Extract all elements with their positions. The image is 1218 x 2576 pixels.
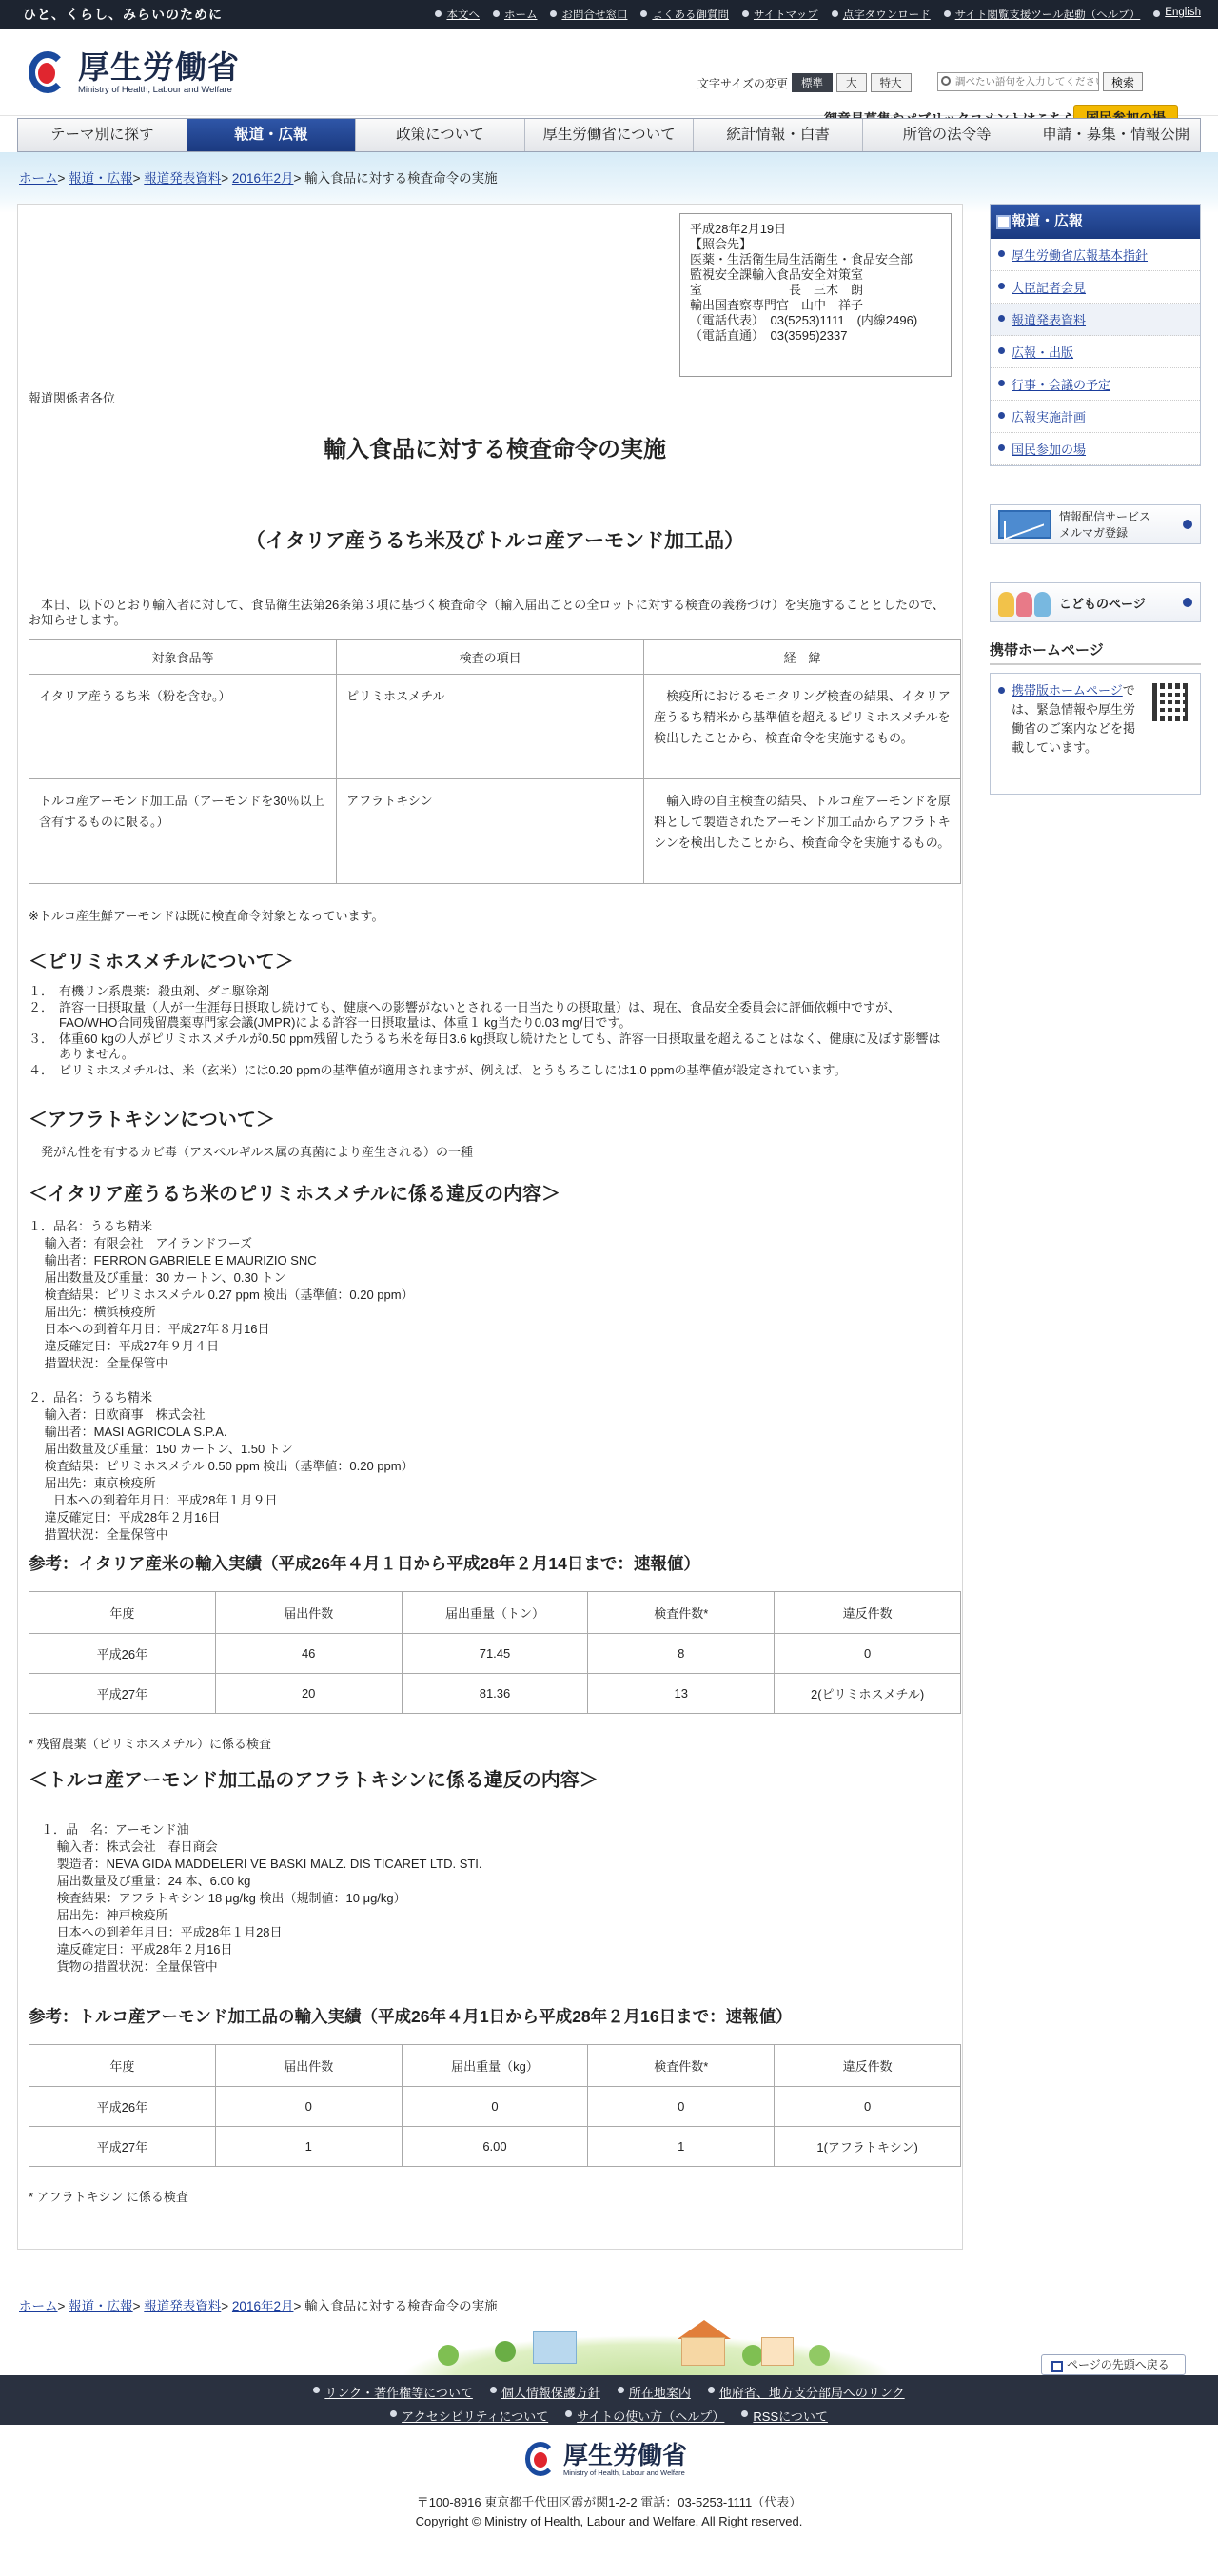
breadcrumb-press[interactable]: 報道・広報 [69,2299,133,2313]
sidebar-item-press-releases[interactable]: 報道発表資料 [991,304,1200,336]
table-cell: 0 [588,2087,775,2127]
copyright: Copyright © Ministry of Health, Labour and Welfare, All Right reserved. [415,2514,803,2528]
sidebar-title: 報道・広報 [991,205,1200,239]
table-header: 届出件数 [215,1592,402,1634]
table-cell: イタリア産うるち米（粉を含む。） [29,675,337,779]
table-cell: 0 [402,2087,588,2127]
rice-imports-table [29,1591,961,1714]
table-cell: 1 [588,2127,775,2167]
search-input[interactable] [937,72,1099,91]
font-size-label: 文字サイズの変更 [697,76,789,90]
table-cell: 1 [215,2127,402,2167]
list-item: ４． ピリミホスメチルは、米（玄米）には0.20 ppmの基準値が適用されますが、例えば、とうもろこしには1.0 ppmの基準値が設定されています。 [29,1062,847,1077]
inspection-order-table [29,639,961,884]
breadcrumb-current: > 輸入食品に対する検査命令の実施 [293,2299,498,2313]
sidebar-item-pr-policy[interactable]: 厚生労働省広報基本指針 [991,239,1200,271]
aflatoxin-description: 発がん性を有するカビ毒（アスペルギルス属の真菌により産生される）の一種 [29,1145,473,1159]
mobile-site-link[interactable]: 携帯版ホームページ [1012,683,1123,698]
table-cell: 0 [215,2087,402,2127]
footer-logo: 厚生労働省 Ministry of Health, Labour and Welfare [523,2440,687,2478]
almond-imports-heading: 参考：トルコ産アーモンド加工品の輸入実績（平成26年４月1日から平成28年２月16日まで：速報値） [29,2007,793,2026]
breadcrumb-bottom: ホーム> 報道・広報> 報道発表資料> 2016年2月> 輸入食品に対する検査命令の実施 [19,2299,498,2313]
skip-to-content-link[interactable]: 本文へ [435,7,480,22]
footer-link-help[interactable]: サイトの使い方（ヘルプ） [565,2407,724,2425]
qr-code-icon [1152,683,1190,721]
nav-laws[interactable]: 所管の法令等 [863,119,1032,151]
search-icon [941,76,951,86]
table-row [29,2127,961,2167]
table-cell: 輸入時の自主検査の結果、トルコ産アーモンドを原料として製造されたアーモンド加工品からアフラトキシンを検出したことから、検査命令を実施するもの。 [644,779,961,884]
list-item: ２． 許容一日摂取量（人が一生涯毎日摂取し続けても、健康への影響がないとされる一日当たりの摂取量）は、現在、食品安全委員会に評価依頼中ですが、FAO/WHO合同残留農薬専門家会議(JMPR)による許容一日摂取量は、体重１ kg当たり0.03 mg/日です。 [29,999,901,1030]
footer-address: 〒100-8916 東京都千代田区霞が関1-2-2 電話：03-5253-1111（代表） Copyright © Ministry of Health, Labour and Welfare, All Right reserved. [0,2493,1218,2531]
table-cell: 13 [588,1674,775,1714]
sidebar-item-press-conference[interactable]: 大臣記者会見 [991,271,1200,304]
logo-english-text: Ministry of Health, Labour and Welfare [78,84,232,95]
breadcrumb-home[interactable]: ホーム [19,171,58,186]
nav-press[interactable]: 報道・広報 [187,119,357,151]
pirimiphos-list [29,984,942,1078]
global-nav [17,118,1201,152]
home-link[interactable]: ホーム [493,7,538,22]
nav-statistics[interactable]: 統計情報・白書 [694,119,863,151]
utility-links [435,7,1201,22]
footer-illustration [0,2316,1218,2375]
table-cell: 平成26年 [29,2087,216,2127]
kids-icon [998,588,1051,617]
footer-link-location[interactable]: 所在地案内 [618,2383,691,2401]
font-size-xlarge-button[interactable]: 特大 [871,73,912,92]
mail-icon [998,510,1051,539]
braille-download-link[interactable]: 点字ダウンロード [832,7,931,22]
search-button[interactable]: 検索 [1103,72,1143,91]
site-tagline: ひと、くらし、みらいのために [23,7,223,22]
table-row [29,1634,961,1674]
breadcrumb-month[interactable]: 2016年2月 [231,2299,294,2313]
table-header: 年度 [29,1592,216,1634]
arrow-icon [1183,598,1192,607]
breadcrumb-releases[interactable]: 報道発表資料 [144,171,222,186]
font-size-standard-button[interactable]: 標準 [792,73,833,92]
table-row [29,2087,961,2127]
breadcrumb: ホーム> 報道・広報> 報道発表資料> 2016年2月> 輸入食品に対する検査命令の実施 [19,171,498,186]
sidebar-item-events[interactable]: 行事・会議の予定 [991,368,1200,401]
accessibility-tool-link[interactable]: サイト閲覧支援ツール起動（ヘルプ） [944,7,1141,22]
table-cell: 0 [775,2087,961,2127]
table-cell: 6.00 [402,2127,588,2167]
table-cell: ピリミホスメチル [337,675,644,779]
footer-link-accessibility[interactable]: アクセシビリティについて [390,2407,548,2425]
faq-link[interactable]: よくある御質問 [640,7,729,22]
font-size-large-button[interactable]: 大 [836,73,867,92]
contact-link[interactable]: お問合せ窓口 [550,7,627,22]
sidebar-item-pr-plan[interactable]: 広報実施計画 [991,401,1200,433]
table-header: 検査の項目 [337,640,644,675]
almond-violation-details: １．品 名：アーモンド油 輸入者：株式会社 春日商会 製造者：NEVA GIDA MADDELERI VE BASKI MALZ. DIS TICARET LTD. STI. 届出数量及び重量：24 本、6.00 kg 検査結果：アフラトキシン 18 μg/kg 検出（規制値：10 μg/kg） 届出先：神戸検疫所 日本への到着年月日：平成28年１月28日 違反確定日：平成28年２月16日 貨物の措置状況：全量保管中 [41,1822,482,1974]
top-bar [0,0,1218,29]
sitemap-link[interactable]: サイトマップ [742,7,818,22]
back-to-top-button[interactable]: ページの先頭へ戻る [1041,2354,1186,2375]
nav-theme[interactable]: テーマ別に探す [18,119,187,151]
rice-imports-note: * 残留農薬（ピリミホスメチル）に係る検査 [29,1737,272,1751]
rice-violation-details: １．品名：うるち精米 輸入者：有限会社 アイランドフーズ 輸出者：FERRON GABRIELE E MAURIZIO SNC 届出数量及び重量：30 カートン、0.30 トン 検査結果：ピリミホスメチル 0.27 ppm 検出（基準値：0.20 ppm） 届出先：横浜検疫所 日本への到着年月日：平成27年８月16日 違反確定日：平成27年９月４日 措置状況：全量保管中 ２．品名：うるち精米 輸入者：日欧商事 株式会社 輸出者：MASI AGRICOLA S.P.A. 届出数量及び重量：150 カートン、1.50 トン 検査結果：ピリミホスメチル 0.50 ppm 検出（基準値：0.20 ppm） 届出先：東京検疫所 日本への到着年月日：平成28年１月９日 違反確定日：平成28年２月16日 措置状況：全量保管中 [29,1219,414,1542]
table-cell: 8 [588,1634,775,1674]
table-header: 対象食品等 [29,640,337,675]
breadcrumb-press[interactable]: 報道・広報 [69,171,133,186]
table-cell: 検疫所におけるモニタリング検査の結果、イタリア産うるち精米から基準値を超えるピリミホスメチルを検出したことから、検査命令を実施するもの。 [644,675,961,779]
table-cell: アフラトキシン [337,779,644,884]
almond-imports-note: * アフラトキシン に係る検査 [29,2190,188,2204]
table-cell: 平成27年 [29,2127,216,2167]
table-cell: 2(ピリミホスメチル) [775,1674,961,1714]
table-header: 経 緯 [644,640,961,675]
mail-magazine-button[interactable]: 情報配信サービス メルマガ登録 [990,504,1201,544]
table-header: 検査件数* [588,1592,775,1634]
table-header: 検査件数* [588,2045,775,2087]
breadcrumb-current: > 輸入食品に対する検査命令の実施 [293,171,498,186]
table-row [29,675,961,779]
table-cell: 81.36 [402,1674,588,1714]
mobile-site-title: 携帯ホームページ [990,639,1201,665]
sidebar-item-publications[interactable]: 広報・出版 [991,336,1200,368]
lead-paragraph: 本日、以下のとおり輸入者に対して、食品衛生法第26条第３項に基づく検査命令（輸入届出ごとの全ロットに対する検査の義務づけ）を実施することとしたので、お知らせします。 [29,598,945,627]
footer-nav [0,2375,1218,2425]
kids-page-button[interactable]: こどものページ [990,582,1201,622]
rice-imports-heading: 参考：イタリア産米の輸入実績（平成26年４月１日から平成28年２月14日まで：速報値） [29,1554,700,1573]
section-heading-rice-violation: ＜イタリア産うるち米のピリミホスメチルに係る違反の内容＞ [29,1184,560,1205]
nav-policy[interactable]: 政策について [356,119,525,151]
table-cell: 平成27年 [29,1674,216,1714]
contact-info-box: 平成28年2月19日 【照会先】 医薬・生活衛生局生活衛生・食品安全部 監視安全課輸入食品安全対策室 室 長 三木 朗 輸出国査察専門官 山中 祥子 （電話代表） 03(5253)1111 (内線2496) （電話直通） 03(3595)2337 [679,213,952,377]
note-turkish-almond: ※トルコ産生鮮アーモンドは既に検査命令対象となっています。 [29,909,384,923]
breadcrumb-releases[interactable]: 報道発表資料 [144,2299,222,2313]
footer-link-copyright[interactable]: リンク・著作権等について [313,2383,472,2401]
section-heading-pirimiphos: ＜ピリミホスメチルについて＞ [29,952,294,973]
table-row [29,1674,961,1714]
footer-link-rss[interactable]: RSSについて [741,2407,827,2425]
table-cell: 20 [215,1674,402,1714]
mobile-site-text: では、緊急情報や厚生労働省のご案内などを掲載しています。 [1012,683,1136,755]
sidebar-menu [990,204,1201,466]
sidebar [990,204,1201,795]
table-cell: 71.45 [402,1634,588,1674]
sidebar-item-participation[interactable]: 国民参加の場 [991,433,1200,465]
font-size-switcher [697,73,912,92]
english-link[interactable]: English [1153,7,1201,22]
addressee: 報道関係者各位 [29,391,116,405]
page-title: 輸入食品に対する検査命令の実施 [324,437,666,462]
section-heading-almond-violation: ＜トルコ産アーモンド加工品のアフラトキシンに係る違反の内容＞ [29,1770,599,1791]
breadcrumb-home[interactable]: ホーム [19,2299,58,2313]
table-cell: 46 [215,1634,402,1674]
table-cell: 1(アフラトキシン) [775,2127,961,2167]
footer-link-other-ministries[interactable]: 他府省、地方支分部局へのリンク [708,2383,905,2401]
breadcrumb-month[interactable]: 2016年2月 [231,171,294,186]
table-cell: 平成26年 [29,1634,216,1674]
table-cell: トルコ産アーモンド加工品（アーモンドを30％以上含有するものに限る。） [29,779,337,884]
table-header: 違反件数 [775,1592,961,1634]
site-search [937,72,1143,91]
page-subtitle: （イタリア産うるち米及びトルコ産アーモンド加工品） [245,530,745,552]
footer-link-privacy[interactable]: 個人情報保護方針 [490,2383,600,2401]
site-header [0,29,1218,116]
mobile-site-box [990,673,1201,795]
site-logo[interactable] [25,48,240,97]
mhlw-logo-icon [523,2440,558,2478]
table-header: 届出件数 [215,2045,402,2087]
nav-about[interactable]: 厚生労働省について [525,119,695,151]
table-header: 年度 [29,2045,216,2087]
nav-applications[interactable]: 申請・募集・情報公開 [1042,127,1190,143]
table-header: 届出重量（kg） [402,2045,588,2087]
logo-japanese-text: 厚生労働省 [78,49,240,85]
mhlw-logo-icon [25,48,70,97]
arrow-icon [1183,520,1192,529]
list-item: １． 有機リン系農薬：殺虫剤、ダニ駆除剤 [29,984,270,998]
section-heading-aflatoxin: ＜アフラトキシンについて＞ [29,1110,275,1131]
table-row [29,779,961,884]
list-item: ３． 体重60 kgの人がピリミホスメチルが0.50 ppm残留したうるち米を毎日3.6 kg摂取し続けたとしても、許容一日摂取量を超えることはなく、健康に及ぼす影響はありません。 [29,1031,941,1061]
table-header: 違反件数 [775,2045,961,2087]
table-header: 届出重量（トン） [402,1592,588,1634]
table-cell: 0 [775,1634,961,1674]
almond-imports-table [29,2044,961,2167]
